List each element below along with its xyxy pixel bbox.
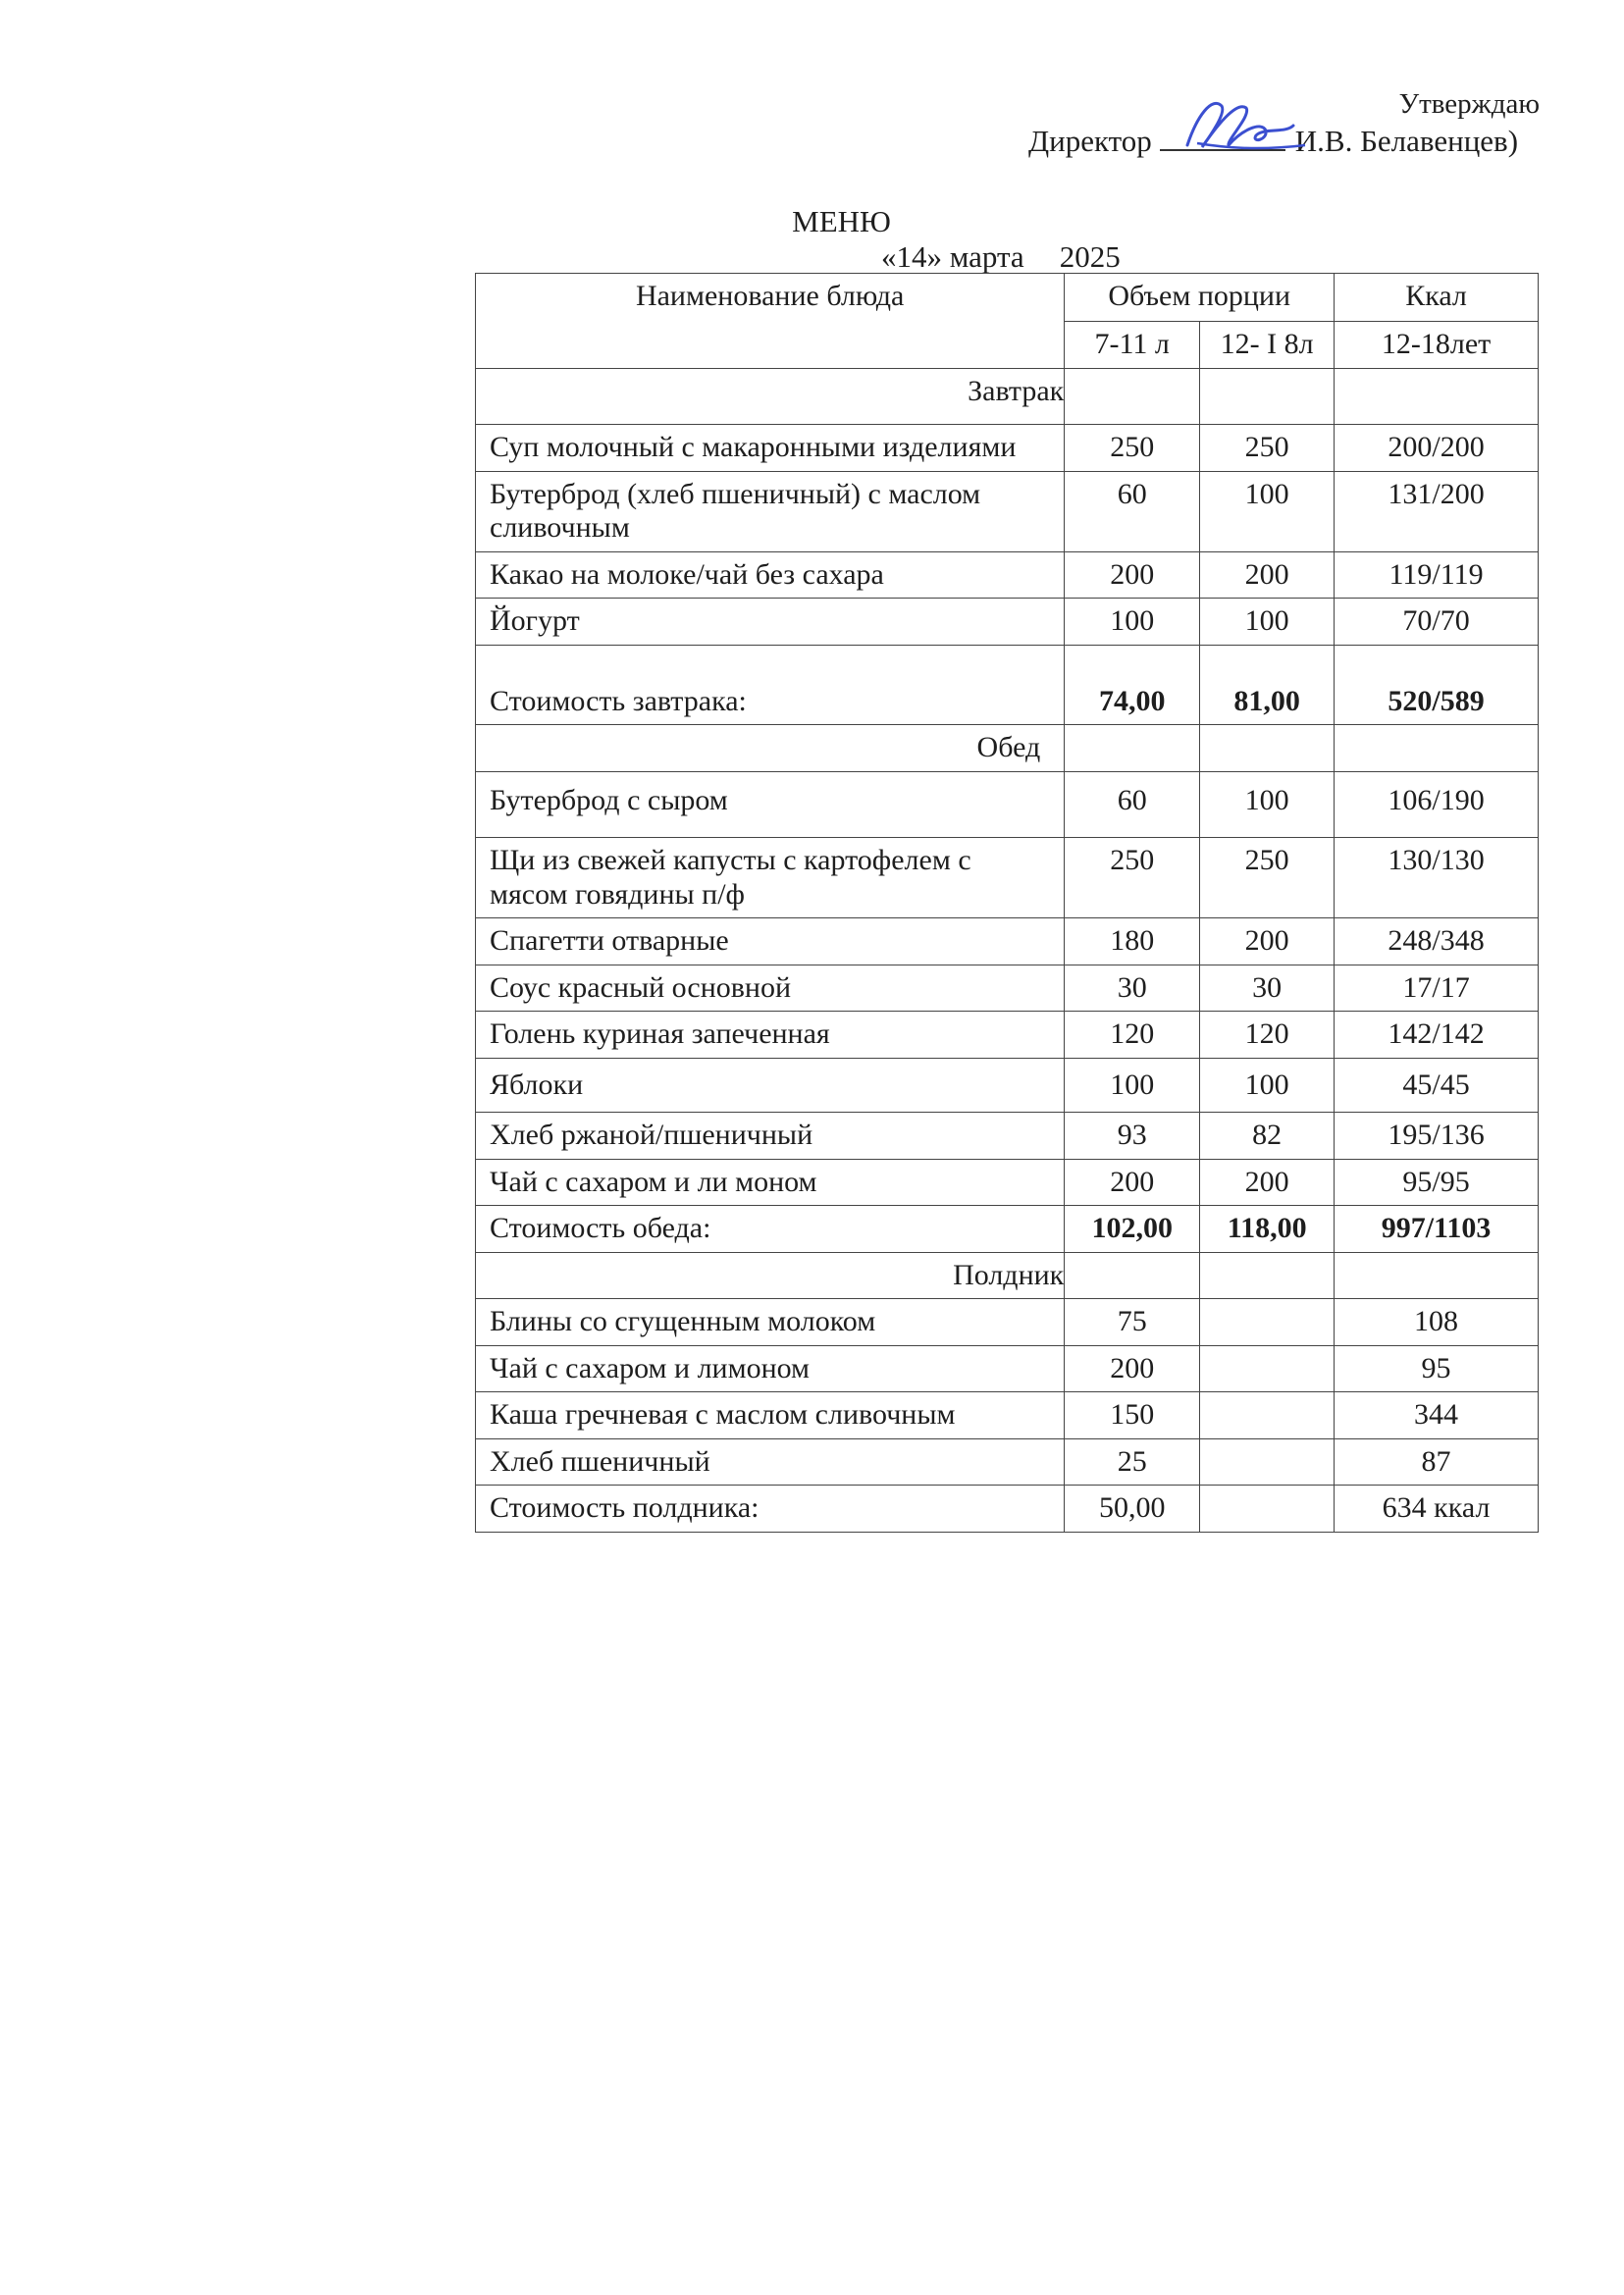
portion-7-11: 30 <box>1065 965 1200 1012</box>
kcal: 95/95 <box>1335 1159 1539 1206</box>
total-cost-7-11: 102,00 <box>1065 1206 1200 1253</box>
portion-12-18: 120 <box>1200 1012 1335 1059</box>
section-row-lunch <box>476 725 1539 772</box>
portion-12-18: 250 <box>1200 838 1335 918</box>
signature-icon <box>1168 86 1315 165</box>
section-row-snack <box>476 1252 1539 1299</box>
portion-12-18: 100 <box>1200 771 1335 838</box>
total-cost-7-11: 50,00 <box>1065 1486 1200 1533</box>
dish-name: Йогурт <box>476 599 1065 646</box>
kcal: 131/200 <box>1335 471 1539 551</box>
table-row <box>476 771 1539 838</box>
portion-7-11: 200 <box>1065 551 1200 599</box>
menu-table <box>475 273 1539 1533</box>
header-portion: Объем порции <box>1065 274 1335 322</box>
portion-12-18: 200 <box>1200 551 1335 599</box>
subheader-7-11: 7-11 л <box>1065 321 1200 369</box>
kcal: 248/348 <box>1335 918 1539 965</box>
table-row <box>476 1012 1539 1059</box>
table-row <box>476 471 1539 551</box>
kcal: 195/136 <box>1335 1113 1539 1160</box>
total-cost-12-18: 81,00 <box>1200 645 1335 725</box>
table-row <box>476 1345 1539 1392</box>
total-label: Стоимость завтрака: <box>476 645 1065 725</box>
total-row-breakfast <box>476 645 1539 725</box>
portion-12-18 <box>1200 1299 1335 1346</box>
portion-7-11: 200 <box>1065 1345 1200 1392</box>
subheader-kcal-age: 12-18лет <box>1335 321 1539 369</box>
kcal: 119/119 <box>1335 551 1539 599</box>
table-row <box>476 1058 1539 1113</box>
portion-7-11: 120 <box>1065 1012 1200 1059</box>
dish-name: Каша гречневая с маслом сливочным <box>476 1392 1065 1439</box>
section-title-snack: Полдник <box>476 1252 1065 1299</box>
kcal: 130/130 <box>1335 838 1539 918</box>
portion-7-11: 93 <box>1065 1113 1200 1160</box>
table-row <box>476 425 1539 472</box>
header-dish-name: Наименование блюда <box>476 274 1065 369</box>
portion-7-11: 60 <box>1065 771 1200 838</box>
page-title: МЕНЮ <box>792 204 891 238</box>
dish-name: Бутерброд (хлеб пшеничный) с маслом сливочным <box>476 471 1065 551</box>
table-row <box>476 1113 1539 1160</box>
table-row <box>476 1438 1539 1486</box>
portion-7-11: 75 <box>1065 1299 1200 1346</box>
table-row <box>476 1392 1539 1439</box>
portion-7-11: 60 <box>1065 471 1200 551</box>
total-kcal: 520/589 <box>1335 645 1539 725</box>
portion-7-11: 180 <box>1065 918 1200 965</box>
section-title-lunch: Обед <box>476 725 1065 772</box>
dish-name: Соус красный основной <box>476 965 1065 1012</box>
portion-12-18: 82 <box>1200 1113 1335 1160</box>
dish-name: Спагетти отварные <box>476 918 1065 965</box>
table-header-row <box>476 274 1539 322</box>
kcal: 87 <box>1335 1438 1539 1486</box>
table-row <box>476 965 1539 1012</box>
dish-name: Хлеб ржаной/пшеничный <box>476 1113 1065 1160</box>
table-row <box>476 838 1539 918</box>
total-label: Стоимость обеда: <box>476 1206 1065 1253</box>
portion-12-18 <box>1200 1392 1335 1439</box>
kcal: 108 <box>1335 1299 1539 1346</box>
portion-12-18 <box>1200 1345 1335 1392</box>
header-kcal: Ккал <box>1335 274 1539 322</box>
portion-12-18: 100 <box>1200 471 1335 551</box>
portion-12-18: 200 <box>1200 918 1335 965</box>
dish-name: Хлеб пшеничный <box>476 1438 1065 1486</box>
menu-date <box>881 241 1121 272</box>
portion-7-11: 250 <box>1065 425 1200 472</box>
section-row-breakfast <box>476 369 1539 425</box>
table-row <box>476 1299 1539 1346</box>
portion-7-11: 250 <box>1065 838 1200 918</box>
kcal: 344 <box>1335 1392 1539 1439</box>
table-row <box>476 551 1539 599</box>
portion-12-18: 200 <box>1200 1159 1335 1206</box>
total-cost-12-18: 118,00 <box>1200 1206 1335 1253</box>
kcal: 200/200 <box>1335 425 1539 472</box>
portion-7-11: 200 <box>1065 1159 1200 1206</box>
total-row-snack <box>476 1486 1539 1533</box>
dish-name: Щи из свежей капусты с картофелем с мясом говядины п/ф <box>476 838 1065 918</box>
portion-7-11: 100 <box>1065 1058 1200 1113</box>
portion-12-18 <box>1200 1438 1335 1486</box>
portion-7-11: 25 <box>1065 1438 1200 1486</box>
dish-name: Бутерброд с сыром <box>476 771 1065 838</box>
portion-7-11: 100 <box>1065 599 1200 646</box>
kcal: 106/190 <box>1335 771 1539 838</box>
portion-12-18: 30 <box>1200 965 1335 1012</box>
total-kcal: 634 ккал <box>1335 1486 1539 1533</box>
dish-name: Голень куриная запеченная <box>476 1012 1065 1059</box>
dish-name: Блины со сгущенным молоком <box>476 1299 1065 1346</box>
dish-name: Чай с сахаром и лимоном <box>476 1345 1065 1392</box>
kcal: 142/142 <box>1335 1012 1539 1059</box>
total-cost-12-18 <box>1200 1486 1335 1533</box>
kcal: 70/70 <box>1335 599 1539 646</box>
portion-12-18: 250 <box>1200 425 1335 472</box>
portion-12-18: 100 <box>1200 1058 1335 1113</box>
dish-name: Яблоки <box>476 1058 1065 1113</box>
date-year: 2025 <box>1059 239 1121 274</box>
director-label: Директор <box>1028 124 1152 158</box>
kcal: 17/17 <box>1335 965 1539 1012</box>
kcal: 45/45 <box>1335 1058 1539 1113</box>
table-row <box>476 918 1539 965</box>
total-label: Стоимость полдника: <box>476 1486 1065 1533</box>
kcal: 95 <box>1335 1345 1539 1392</box>
approve-label: Утверждаю <box>1398 88 1540 120</box>
dish-name: Какао на молоке/чай без сахара <box>476 551 1065 599</box>
table-row <box>476 599 1539 646</box>
dish-name: Суп молочный с макаронными изделиями <box>476 425 1065 472</box>
table-row <box>476 1159 1539 1206</box>
total-cost-7-11: 74,00 <box>1065 645 1200 725</box>
portion-12-18: 100 <box>1200 599 1335 646</box>
director-name: И.В. Белавенцев) <box>1294 124 1519 158</box>
total-row-lunch <box>476 1206 1539 1253</box>
total-kcal: 997/1103 <box>1335 1206 1539 1253</box>
section-title-breakfast: Завтрак <box>476 369 1065 425</box>
portion-7-11: 150 <box>1065 1392 1200 1439</box>
dish-name: Чай с сахаром и ли моном <box>476 1159 1065 1206</box>
subheader-12-18: 12- I 8л <box>1200 321 1335 369</box>
date-day: «14» марта <box>881 239 1024 274</box>
